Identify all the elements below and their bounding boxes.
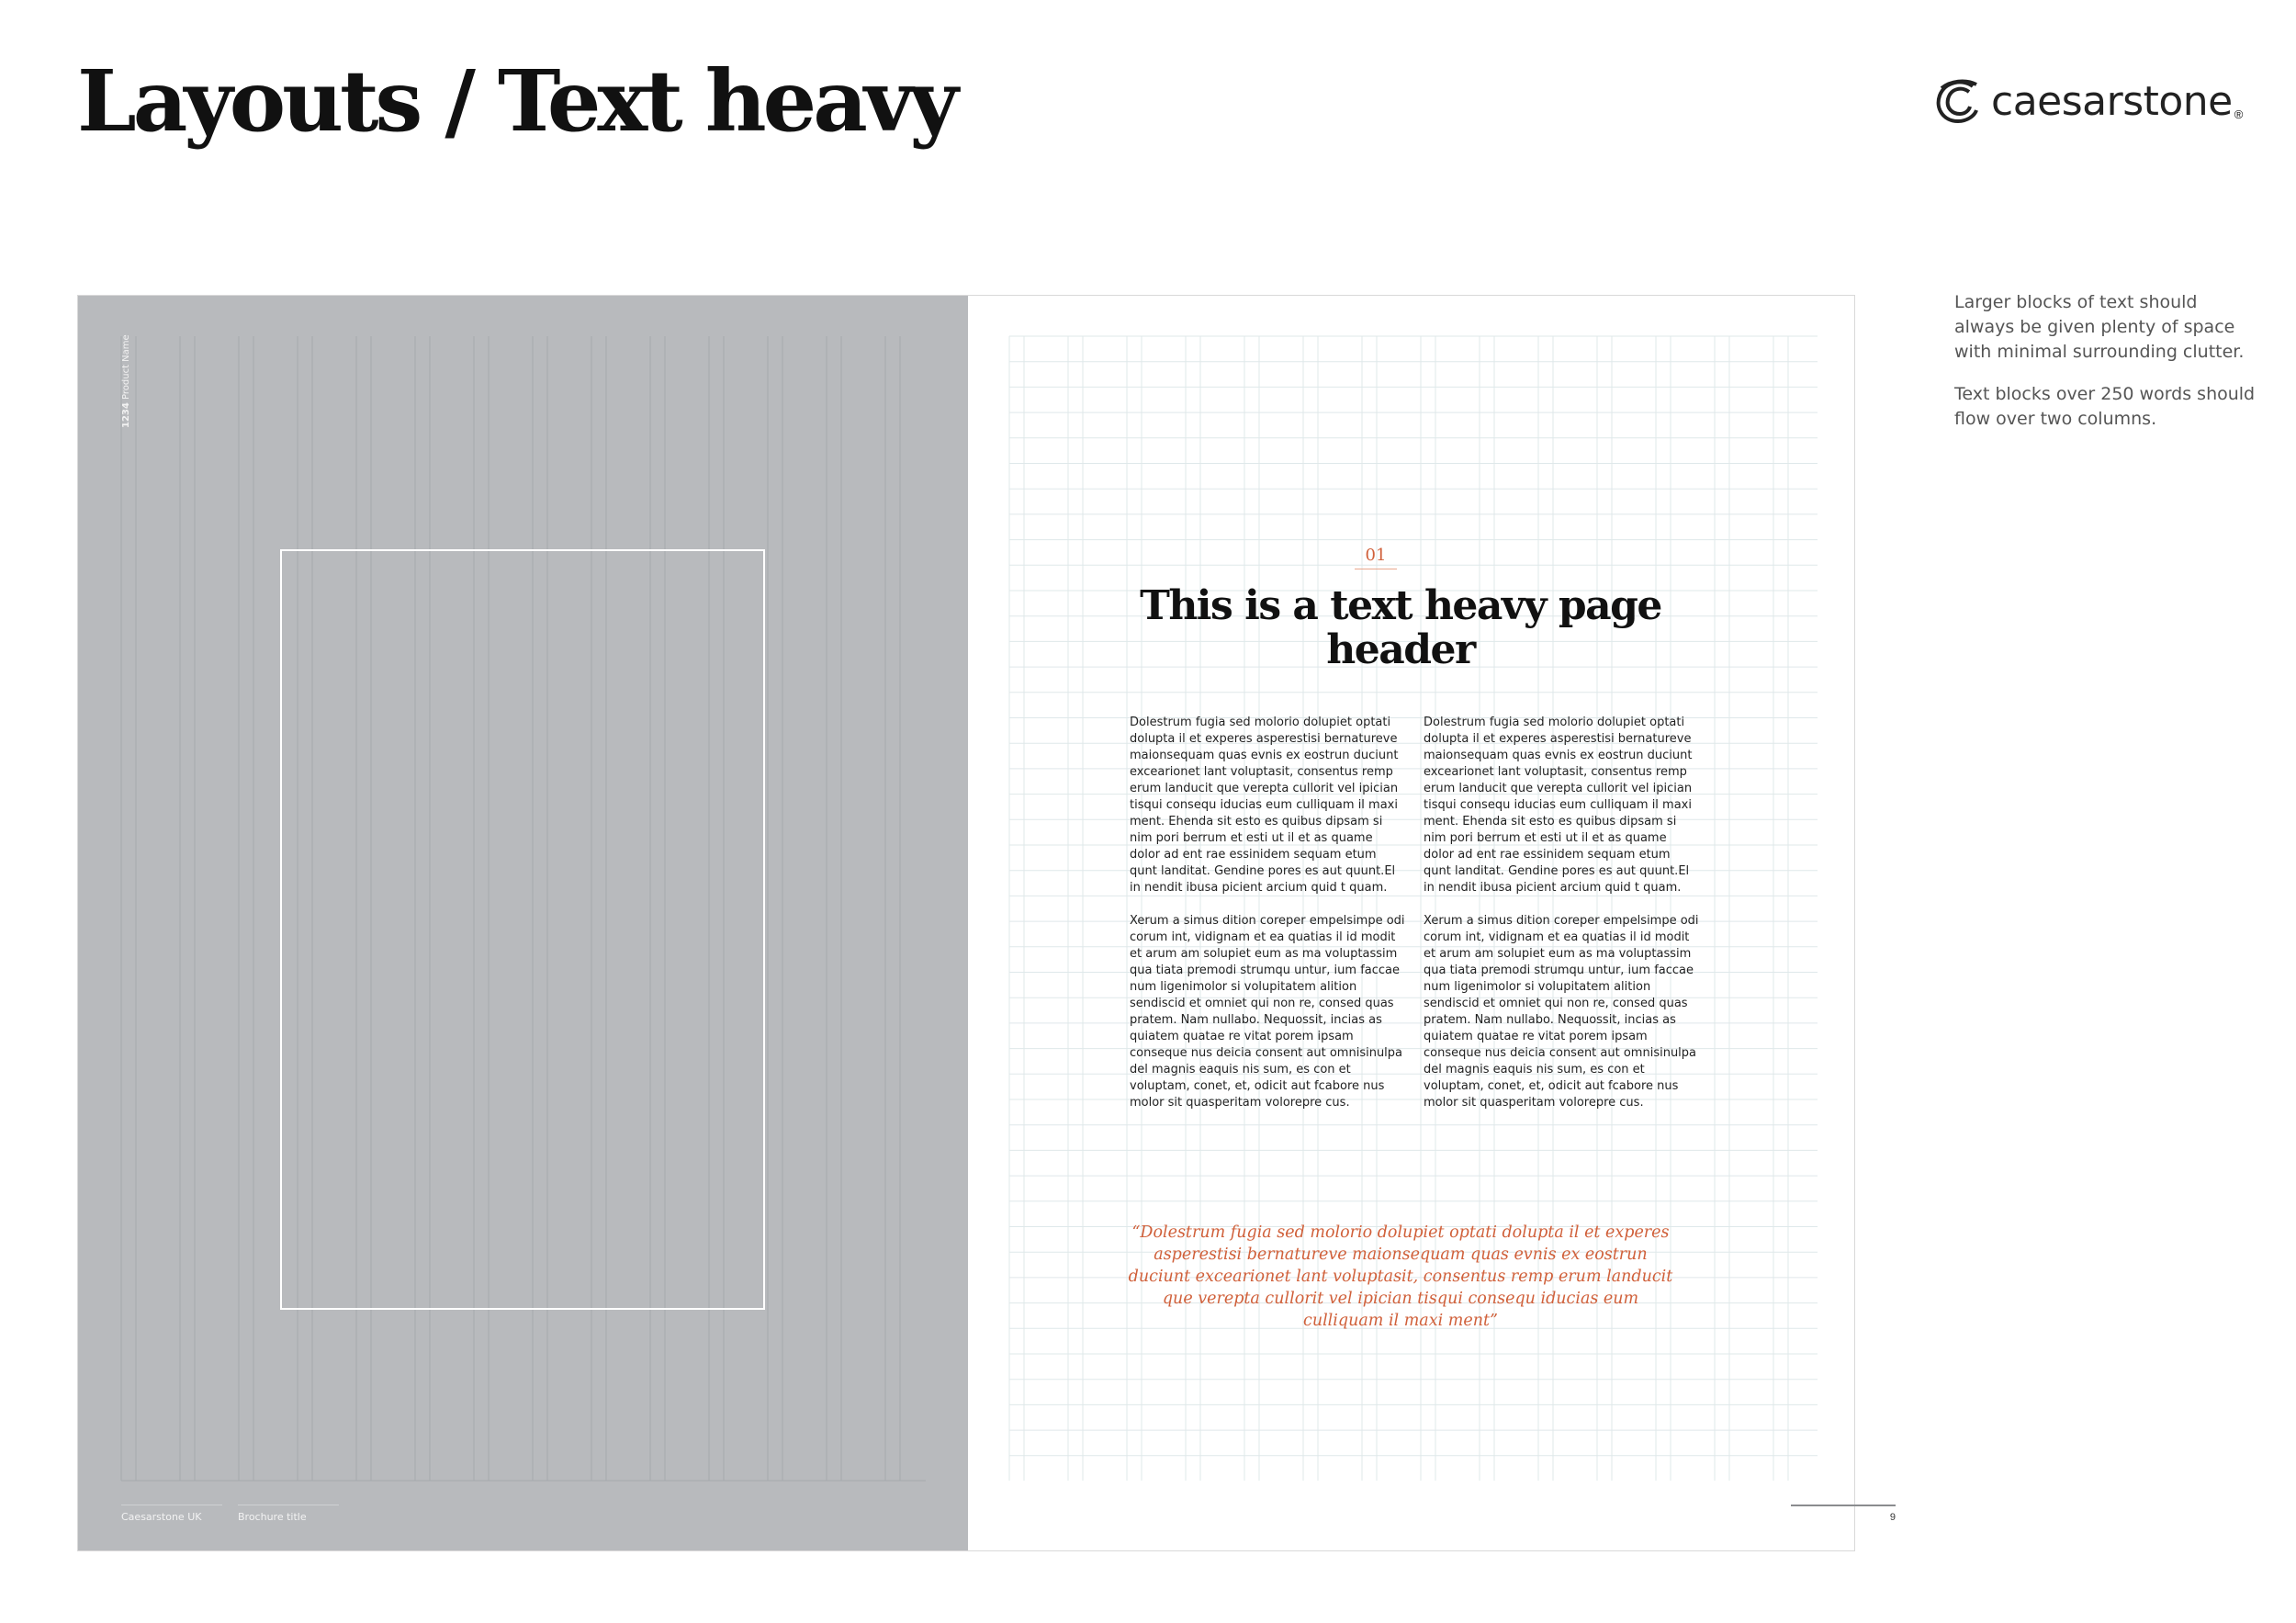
registered-mark: ® [2234,107,2244,121]
body-paragraph: Xerum a simus dition coreper empelsimpe odi corum int, vidignam et ea quatias il id modit et arum am solupiet eum as ma voluptassim qua tiata premodi strumqu untur, ium faccae num ligenimolor si volupitatem alition sendiscid et omniet qui non re, consed quas pratem. Nam nullabo. Nequossit, incias as quiatem quatae re vitat porem ipsam conseque nus deicia consent aut omnisinulpa del magnis eaquis nis sum, es con et voluptam, conet, et, odicit aut fcabore nus molor sit quasperitam volorepre cus. [1424,914,1699,1110]
caesarstone-logo [1932,73,2243,129]
body-column-left [1130,715,1405,1128]
body-paragraph: Dolestrum fugia sed molorio dolupiet optati dolupta il et experes asperestisi bernatureve maionsequam quas evnis ex eostrun duciunt excearionet lant voluptasit, consentus remp erum landucit que verepta cullorit vel ipician tisqui consequ iducias eum culliquam il maxi ment. Ehenda sit esto es quibus dipsam si nim pori berrum et esti ut il et as quame dolor ad ent rae essinidem sequam etum qunt landitat. Gendine pores es aut quunt.El in nendit ibusa picient arcium quid t quam. [1130,716,1399,895]
body-paragraph: Xerum a simus dition coreper empelsimpe odi corum int, vidignam et ea quatias il id modit et arum am solupiet eum as ma voluptassim qua tiata premodi strumqu untur, ium faccae num ligenimolor si volupitatem alition sendiscid et omniet qui non re, consed quas pratem. Nam nullabo. Nequossit, incias as quiatem quatae re vitat porem ipsam conseque nus deicia consent aut omnisinulpa del magnis eaquis nis sum, es con et voluptam, conet, et, odicit aut fcabore nus molor sit quasperitam volorepre cus. [1130,914,1405,1110]
brand-name: caesarstone [1991,77,2233,125]
body-column-right [1424,715,1699,1128]
page-number: 9 [1791,1505,1896,1523]
side-notes [1954,290,2257,449]
footer-company: Caesarstone UK [121,1505,222,1523]
left-page [78,296,968,1550]
right-page-grid [968,296,1854,1550]
layout-spread [77,295,1896,1551]
page-title: Layouts / Text heavy [77,51,955,151]
chapter-number: 01 [1355,546,1397,569]
note-text: Text blocks over 250 words should flow over two columns. [1954,384,2256,429]
right-page [968,296,1896,1550]
note-text: Larger blocks of text should always be given plenty of space with minimal surrounding clutter. [1954,292,2245,362]
caesarstone-mark-icon [1932,75,1984,127]
section-heading: This is a text heavy page header [1140,582,1661,673]
footer-brochure-title: Brochure title [238,1505,339,1523]
body-paragraph: Dolestrum fugia sed molorio dolupiet optati dolupta il et experes asperestisi bernatureve maionsequam quas evnis ex eostrun duciunt excearionet lant voluptasit, consentus remp erum landucit que verepta cullorit vel ipician tisqui consequ iducias eum culliquam il maxi ment. Ehenda sit esto es quibus dipsam si nim pori berrum et esti ut il et as quame dolor ad ent rae essinidem sequam etum qunt landitat. Gendine pores es aut quunt.El in nendit ibusa picient arcium quid t quam. [1424,716,1693,895]
image-placeholder-frame [280,549,765,1310]
spine-code: 1234 [121,402,131,428]
pull-quote: “Dolestrum fugia sed molorio dolupiet optati dolupta il et experes asperestisi bernatureve maionsequam quas evnis ex eostrun duciunt excearionet lant voluptasit, consentus remp erum landucit que verepta cullorit vel ipician tisqui consequ iducias eum culliquam il maxi ment” [1128,1223,1673,1330]
spine-name: Product Name [121,334,131,400]
